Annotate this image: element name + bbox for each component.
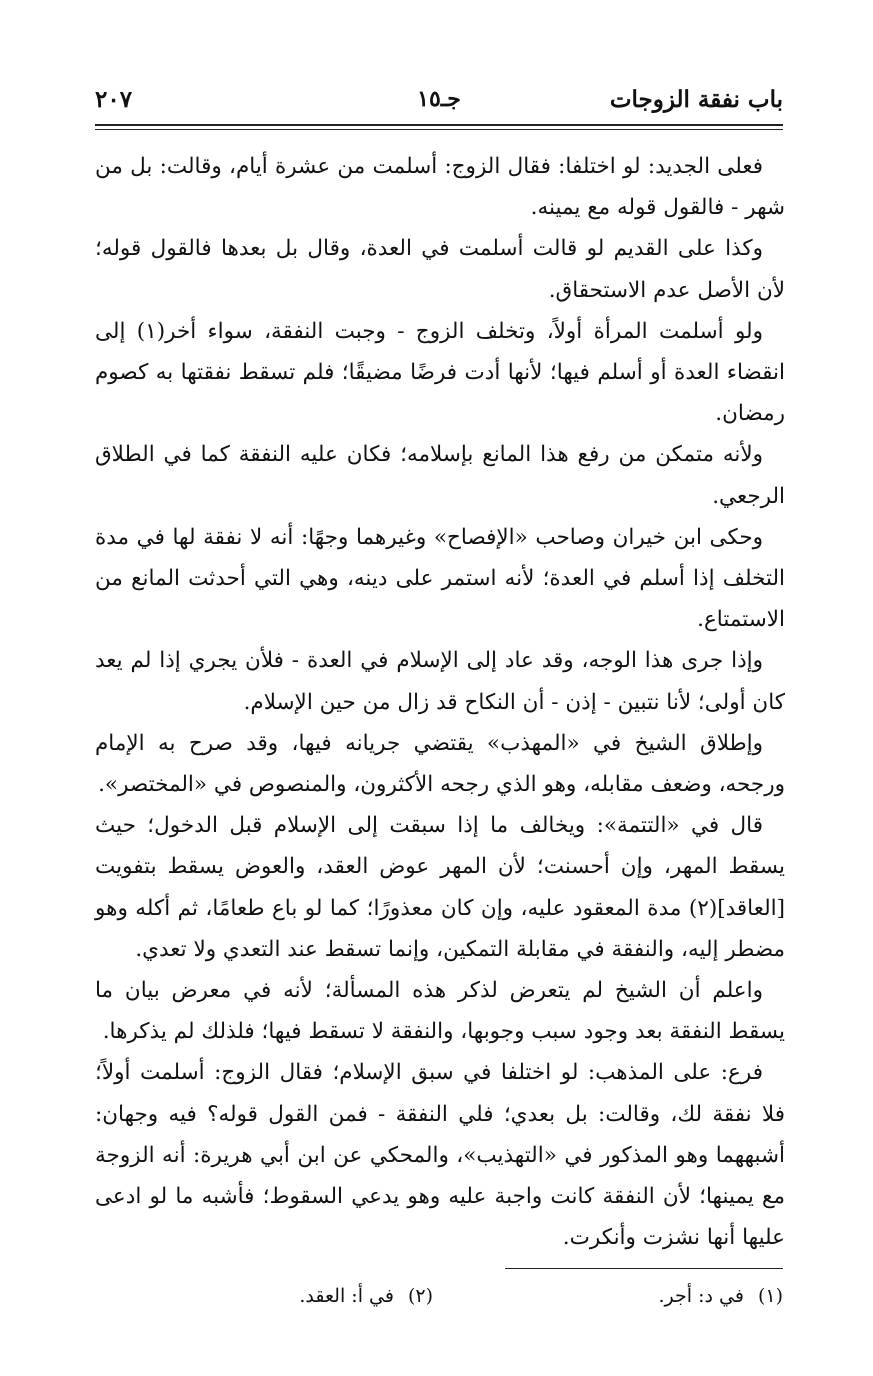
footnote-2 bbox=[299, 1285, 433, 1307]
paragraph: وإذا جرى هذا الوجه، وقد عاد إلى الإسلام في العدة - فلأن يجري إذا لم يعد كان أولى؛ لأنا نتبين - إذن - أن النكاح قد زال من حين الإسلام. bbox=[95, 648, 785, 715]
main-text bbox=[95, 146, 785, 1258]
footnote-separator bbox=[505, 1268, 783, 1269]
footnote-text: في أ: العقد. bbox=[299, 1285, 394, 1307]
footnote-text: في د: أجر. bbox=[658, 1285, 744, 1307]
paragraph: فعلى الجديد: لو اختلفا: فقال الزوج: أسلمت من عشرة أيام، وقالت: بل من شهر - فالقول قوله مع يمينه. bbox=[95, 154, 785, 221]
paragraph: وحكى ابن خيران وصاحب «الإفصاح» وغيرهما وجهًا: أنه لا نفقة لها في مدة التخلف إذا أسلم في العدة؛ لأنه استمر على دينه، وهي التي أحدثت المانع من الاستمتاع. bbox=[95, 524, 785, 633]
page-number: ٢٠٧ bbox=[95, 86, 133, 113]
footnote-1 bbox=[659, 1285, 783, 1307]
chapter-title: باب نفقة الزوجات bbox=[609, 86, 783, 113]
paragraph: قال في «التتمة»: ويخالف ما إذا سبقت إلى الإسلام قبل الدخول؛ حيث يسقط المهر، وإن أحسنت؛ لأن المهر عوض العقد، والعوض يسقط بتفويت [العاقد](٢) مدة المعقود عليه، وإن كان معذورًا؛ كما لو باع طعامًا، ثم أكله وهو مضطر إليه، والنفقة في مقابلة التمكين، وإنما تسقط عند التعدي ولا تعدي. bbox=[95, 813, 785, 962]
paragraph: ولو أسلمت المرأة أولاً، وتخلف الزوج - وجبت النفقة، سواء أخر(١) إلى انقضاء العدة أو أسلم فيها؛ لأنها أدت فرضًا مضيقًا؛ فلم تسقط نفقتها به كصوم رمضان. bbox=[95, 318, 785, 427]
running-header bbox=[95, 86, 783, 122]
paragraph: فرع: على المذهب: لو اختلفا في سبق الإسلام؛ فقال الزوج: أسلمت أولاً؛ فلا نفقة لك، وقالت: بل بعدي؛ فلي النفقة - فمن القول قوله؟ فيه وجهان: أشبههما وهو المذكور في «التهذيب»، والمحكي عن ابن أبي هريرة: أنه الزوجة مع يمينها؛ لأن النفقة كانت واجبة عليه وهو يدعي السقوط؛ فأشبه ما لو ادعى عليها أنها نشزت وأنكرت. bbox=[95, 1060, 785, 1251]
footnote-number: (٢) bbox=[407, 1285, 433, 1307]
paragraph: واعلم أن الشيخ لم يتعرض لذكر هذه المسألة؛ لأنه في معرض بيان ما يسقط النفقة بعد وجود سبب وجوبها، والنفقة لا تسقط فيها؛ فلذلك لم يذكرها. bbox=[95, 978, 785, 1045]
volume-label: جـ١٥ bbox=[417, 86, 461, 112]
paragraph: وإطلاق الشيخ في «المهذب» يقتضي جريانه فيها، وقد صرح به الإمام ورجحه، وضعف مقابله، وهو الذي رجحه الأكثرون، والمنصوص في «المختصر». bbox=[95, 730, 785, 798]
paragraph: وكذا على القديم لو قالت أسلمت في العدة، وقال بل بعدها فالقول قوله؛ لأن الأصل عدم الاستحقاق. bbox=[95, 236, 785, 303]
footnote-number: (١) bbox=[757, 1285, 783, 1307]
paragraph: ولأنه متمكن من رفع هذا المانع بإسلامه؛ فكان عليه النفقة كما في الطلاق الرجعي. bbox=[95, 442, 785, 509]
header-rule-thin bbox=[95, 129, 783, 130]
header-rule-thick bbox=[95, 124, 783, 126]
